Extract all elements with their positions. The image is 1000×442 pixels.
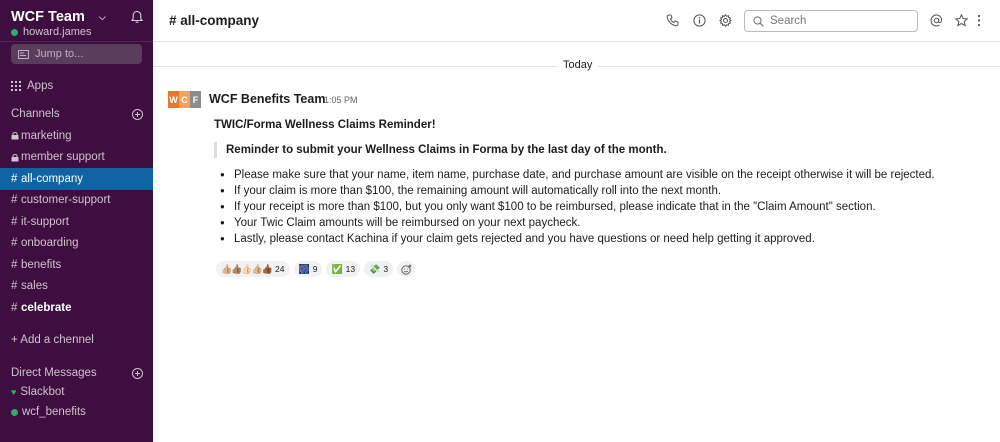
lock-icon — [11, 131, 19, 140]
day-divider-label: Today — [557, 59, 598, 71]
add-dm-icon[interactable] — [132, 368, 143, 379]
search-icon — [753, 16, 764, 27]
list-item: ● Your Twic Claim amounts will be reimbursed on your next paycheck. — [220, 215, 935, 231]
reaction-thumbs-up[interactable] — [216, 261, 290, 277]
jump-to-button[interactable] — [11, 44, 142, 64]
reaction-fireworks[interactable] — [294, 261, 323, 277]
apps-grid-icon — [11, 81, 21, 91]
sidebar-item-customer-support[interactable] — [0, 190, 153, 212]
current-user: howard.james — [23, 26, 92, 38]
sidebar-item-it-support[interactable] — [0, 211, 153, 233]
add-channel-label: + Add a chennel — [11, 334, 94, 347]
message-sender[interactable]: WCF Benefits Team — [209, 92, 326, 106]
hash-icon: # — [11, 280, 18, 293]
presence-dot — [11, 409, 18, 416]
jump-to-label: Jump to... — [35, 48, 84, 60]
more-options-icon[interactable] — [976, 14, 982, 27]
check-mark-icon: ✅ — [331, 263, 343, 274]
avatar-letter: W — [168, 91, 179, 108]
sidebar-item-all-company[interactable] — [0, 168, 153, 190]
workspace-name: WCF Team — [11, 9, 85, 25]
add-channel-button[interactable] — [0, 330, 153, 352]
star-icon[interactable] — [955, 14, 968, 27]
gear-icon[interactable] — [719, 14, 732, 27]
mentions-icon[interactable] — [930, 14, 943, 27]
reaction-money[interactable] — [364, 261, 393, 277]
reaction-count: 13 — [345, 264, 356, 274]
sidebar — [0, 0, 153, 442]
sidebar-item-sales[interactable] — [0, 276, 153, 298]
channel-name: onboarding — [21, 237, 79, 250]
reaction-count: 24 — [275, 264, 285, 274]
list-item: ● If your claim is more than $100, the remaining amount will automatically roll into the next month. — [220, 183, 935, 199]
sidebar-item-benefits[interactable] — [0, 254, 153, 276]
channel-name: sales — [21, 280, 48, 293]
thumbs-up-icon: 👍🏼👍🏽👍🏻👍🏼👍🏾 — [221, 263, 273, 274]
message-title: TWIC/Forma Wellness Claims Reminder! — [214, 119, 436, 131]
sidebar-item-member-support[interactable] — [0, 147, 153, 169]
money-icon: 💸 — [369, 263, 381, 274]
phone-icon[interactable] — [666, 14, 679, 27]
add-channel-icon[interactable] — [132, 109, 143, 120]
dm-item-slackbot[interactable] — [0, 382, 153, 402]
add-reaction-icon — [401, 264, 412, 275]
reaction-count: 3 — [383, 264, 389, 274]
channel-name: member support — [21, 151, 105, 164]
search-input[interactable] — [744, 10, 918, 32]
channel-name: it-support — [21, 215, 69, 228]
dm-name: Slackbot — [20, 386, 65, 398]
sidebar-item-marketing[interactable] — [0, 125, 153, 147]
channel-name: marketing — [21, 129, 72, 142]
avatar[interactable] — [168, 91, 201, 108]
add-reaction-button[interactable] — [397, 261, 415, 277]
info-icon[interactable] — [693, 14, 706, 27]
channel-name: customer-support — [21, 194, 111, 207]
channels-label: Channels — [11, 108, 60, 120]
lock-icon — [11, 153, 19, 162]
reactions-bar — [216, 261, 415, 277]
hash-icon: # — [11, 237, 18, 250]
hash-icon: # — [11, 194, 18, 207]
direct-messages-label: Direct Messages — [11, 367, 97, 379]
heart-icon: ♥ — [11, 387, 17, 397]
sidebar-item-celebrate[interactable] — [0, 297, 153, 319]
channel-header — [153, 0, 1000, 42]
channel-name: celebrate — [21, 301, 72, 314]
channel-name: benefits — [21, 258, 62, 271]
apps-link[interactable] — [0, 78, 153, 94]
reaction-count: 9 — [312, 264, 318, 274]
channel-name: all-company — [21, 172, 83, 185]
reaction-check-mark[interactable] — [326, 261, 360, 277]
channel-title[interactable]: # all-company — [169, 13, 260, 28]
chevron-down-icon[interactable]: ⌵ — [98, 12, 106, 22]
sidebar-item-onboarding[interactable] — [0, 233, 153, 255]
list-item: ● Lastly, please contact Kachina if your claim gets rejected and you have questions or need help getting it approved. — [220, 231, 935, 247]
fireworks-icon: 🎆 — [298, 263, 310, 274]
workspace-header[interactable] — [0, 0, 153, 42]
bell-icon[interactable] — [130, 10, 144, 24]
hash-icon: # — [11, 172, 18, 185]
presence-dot — [11, 29, 18, 36]
hash-icon: # — [11, 258, 18, 271]
message-timestamp[interactable]: 1:05 PM — [324, 95, 358, 105]
avatar-letter: F — [190, 91, 201, 108]
message-quote: Reminder to submit your Wellness Claims in Forma by the last day of the month. — [214, 142, 667, 158]
hash-icon: # — [11, 301, 18, 314]
jump-to-icon — [18, 50, 29, 59]
list-item: ● Please make sure that your name, item name, purchase date, and purchase amount are visible on the receipt otherwise it will be rejected. — [220, 167, 935, 183]
dm-name: wcf_benefits — [22, 406, 86, 418]
list-item: ● If your receipt is more than $100, but you only want $100 to be reimbursed, please indicate that in the "Claim Amount" section. — [220, 199, 935, 215]
direct-messages-section-header[interactable] — [0, 365, 153, 381]
hash-icon: # — [11, 215, 18, 228]
apps-label: Apps — [27, 80, 54, 92]
message-bullet-list — [220, 167, 935, 247]
channels-section-header[interactable] — [0, 106, 153, 122]
avatar-letter: C — [179, 91, 190, 108]
search-placeholder: Search — [770, 15, 807, 27]
dm-item-wcf-benefits[interactable] — [0, 402, 153, 422]
